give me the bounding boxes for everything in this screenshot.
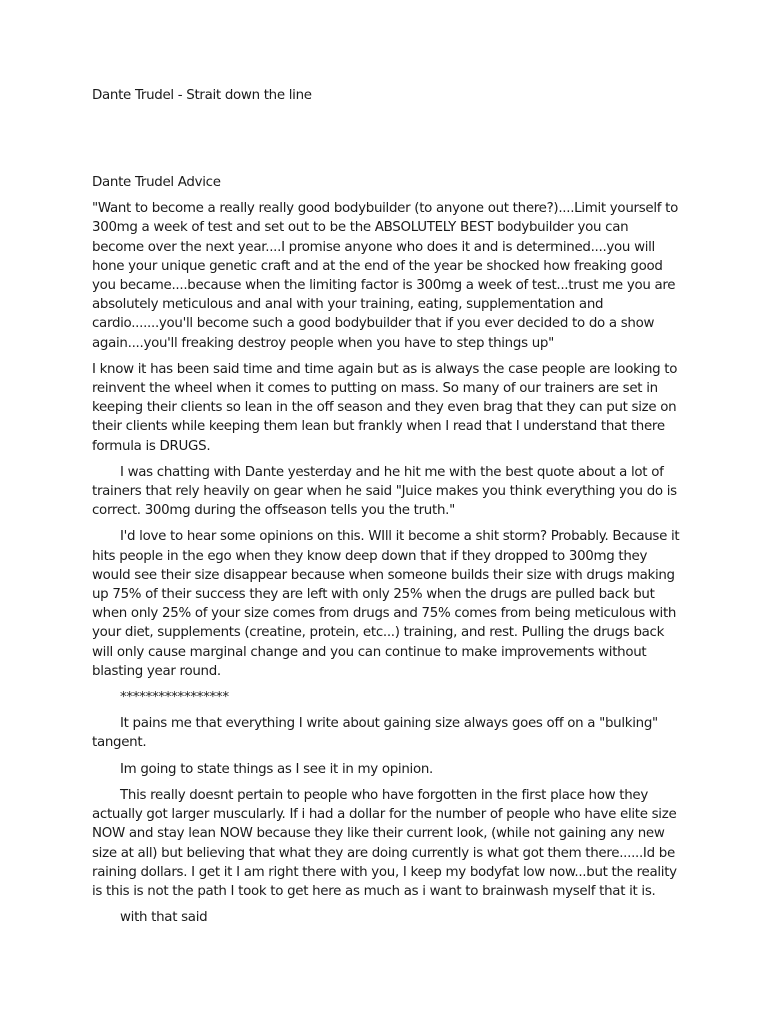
quote-paragraph: "Want to become a really really good bodybuilder (to anyone out there?)....Limit yourself to 300mg a week of test and set out to be the ABSOLUTELY BEST bodybuilder you can become over the next year....I promise anyone who does it and is determined....you will hone your unique genetic craft and at the end of the year be shocked how freaking good you became....because when the limiting factor is 300mg a week of test...trust me you are absolutely meticulous and anal with your training, eating, supplementation and cardio.......you'll become such a good bodybuilder that if you ever decided to do a show again....you'll freaking destroy people when you have to step things up" — [92, 201, 678, 351]
section-heading: Dante Trudel Advice — [92, 175, 221, 190]
section-separator: ***************** — [120, 690, 229, 706]
document-body — [92, 173, 680, 934]
body-paragraph: This really doesnt pertain to people who have forgotten in the first place how they actually got larger muscularly. If i had a dollar for the number of people who have elite size NOW and stay lean NOW because they like their current look, (while not gaining any new size at all) but believing that what they are doing currently is what got them there......Id be raining dollars. I get it I am right there with you, I keep my bodyfat low now...but the reality is this is not the path I took to get here as much as i want to brainwash myself that it is. — [92, 787, 677, 899]
body-paragraph: Im going to state things as I see it in my opinion. — [120, 761, 433, 777]
body-paragraph: I know it has been said time and time again but as is always the case people are looking to reinvent the wheel when it comes to putting on mass. So many of our trainers are set in keeping their clients so lean in the off season and they even brag that they can put size on their clients while keeping them lean but frankly when I read that I understand that there formula is DRUGS. — [92, 361, 678, 454]
document-title: Dante Trudel - Strait down the line — [92, 88, 312, 103]
body-paragraph: I was chatting with Dante yesterday and he hit me with the best quote about a lot of trainers that rely heavily on gear when he said "Juice makes you think everything you do is correct. 300mg during the offseason tells you the truth." — [92, 464, 677, 519]
body-paragraph: with that said — [120, 910, 208, 926]
body-paragraph: It pains me that everything I write about gaining size always goes off on a "bulking" tangent. — [92, 716, 658, 751]
body-paragraph: I'd love to hear some opinions on this. WIll it become a shit storm? Probably. Because it hits people in the ego when they know deep down that if they dropped to 300mg they would see their size disappear because when someone builds their size with drugs making up 75% of their success they are left with only 25% when the drugs are pulled back but when only 25% of your size comes from drugs and 75% comes from being meticulous with your diet, supplements (creatine, protein, etc...) training, and rest. Pulling the drugs back will only cause marginal change and you can continue to make improvements without blasting year round. — [92, 529, 680, 679]
